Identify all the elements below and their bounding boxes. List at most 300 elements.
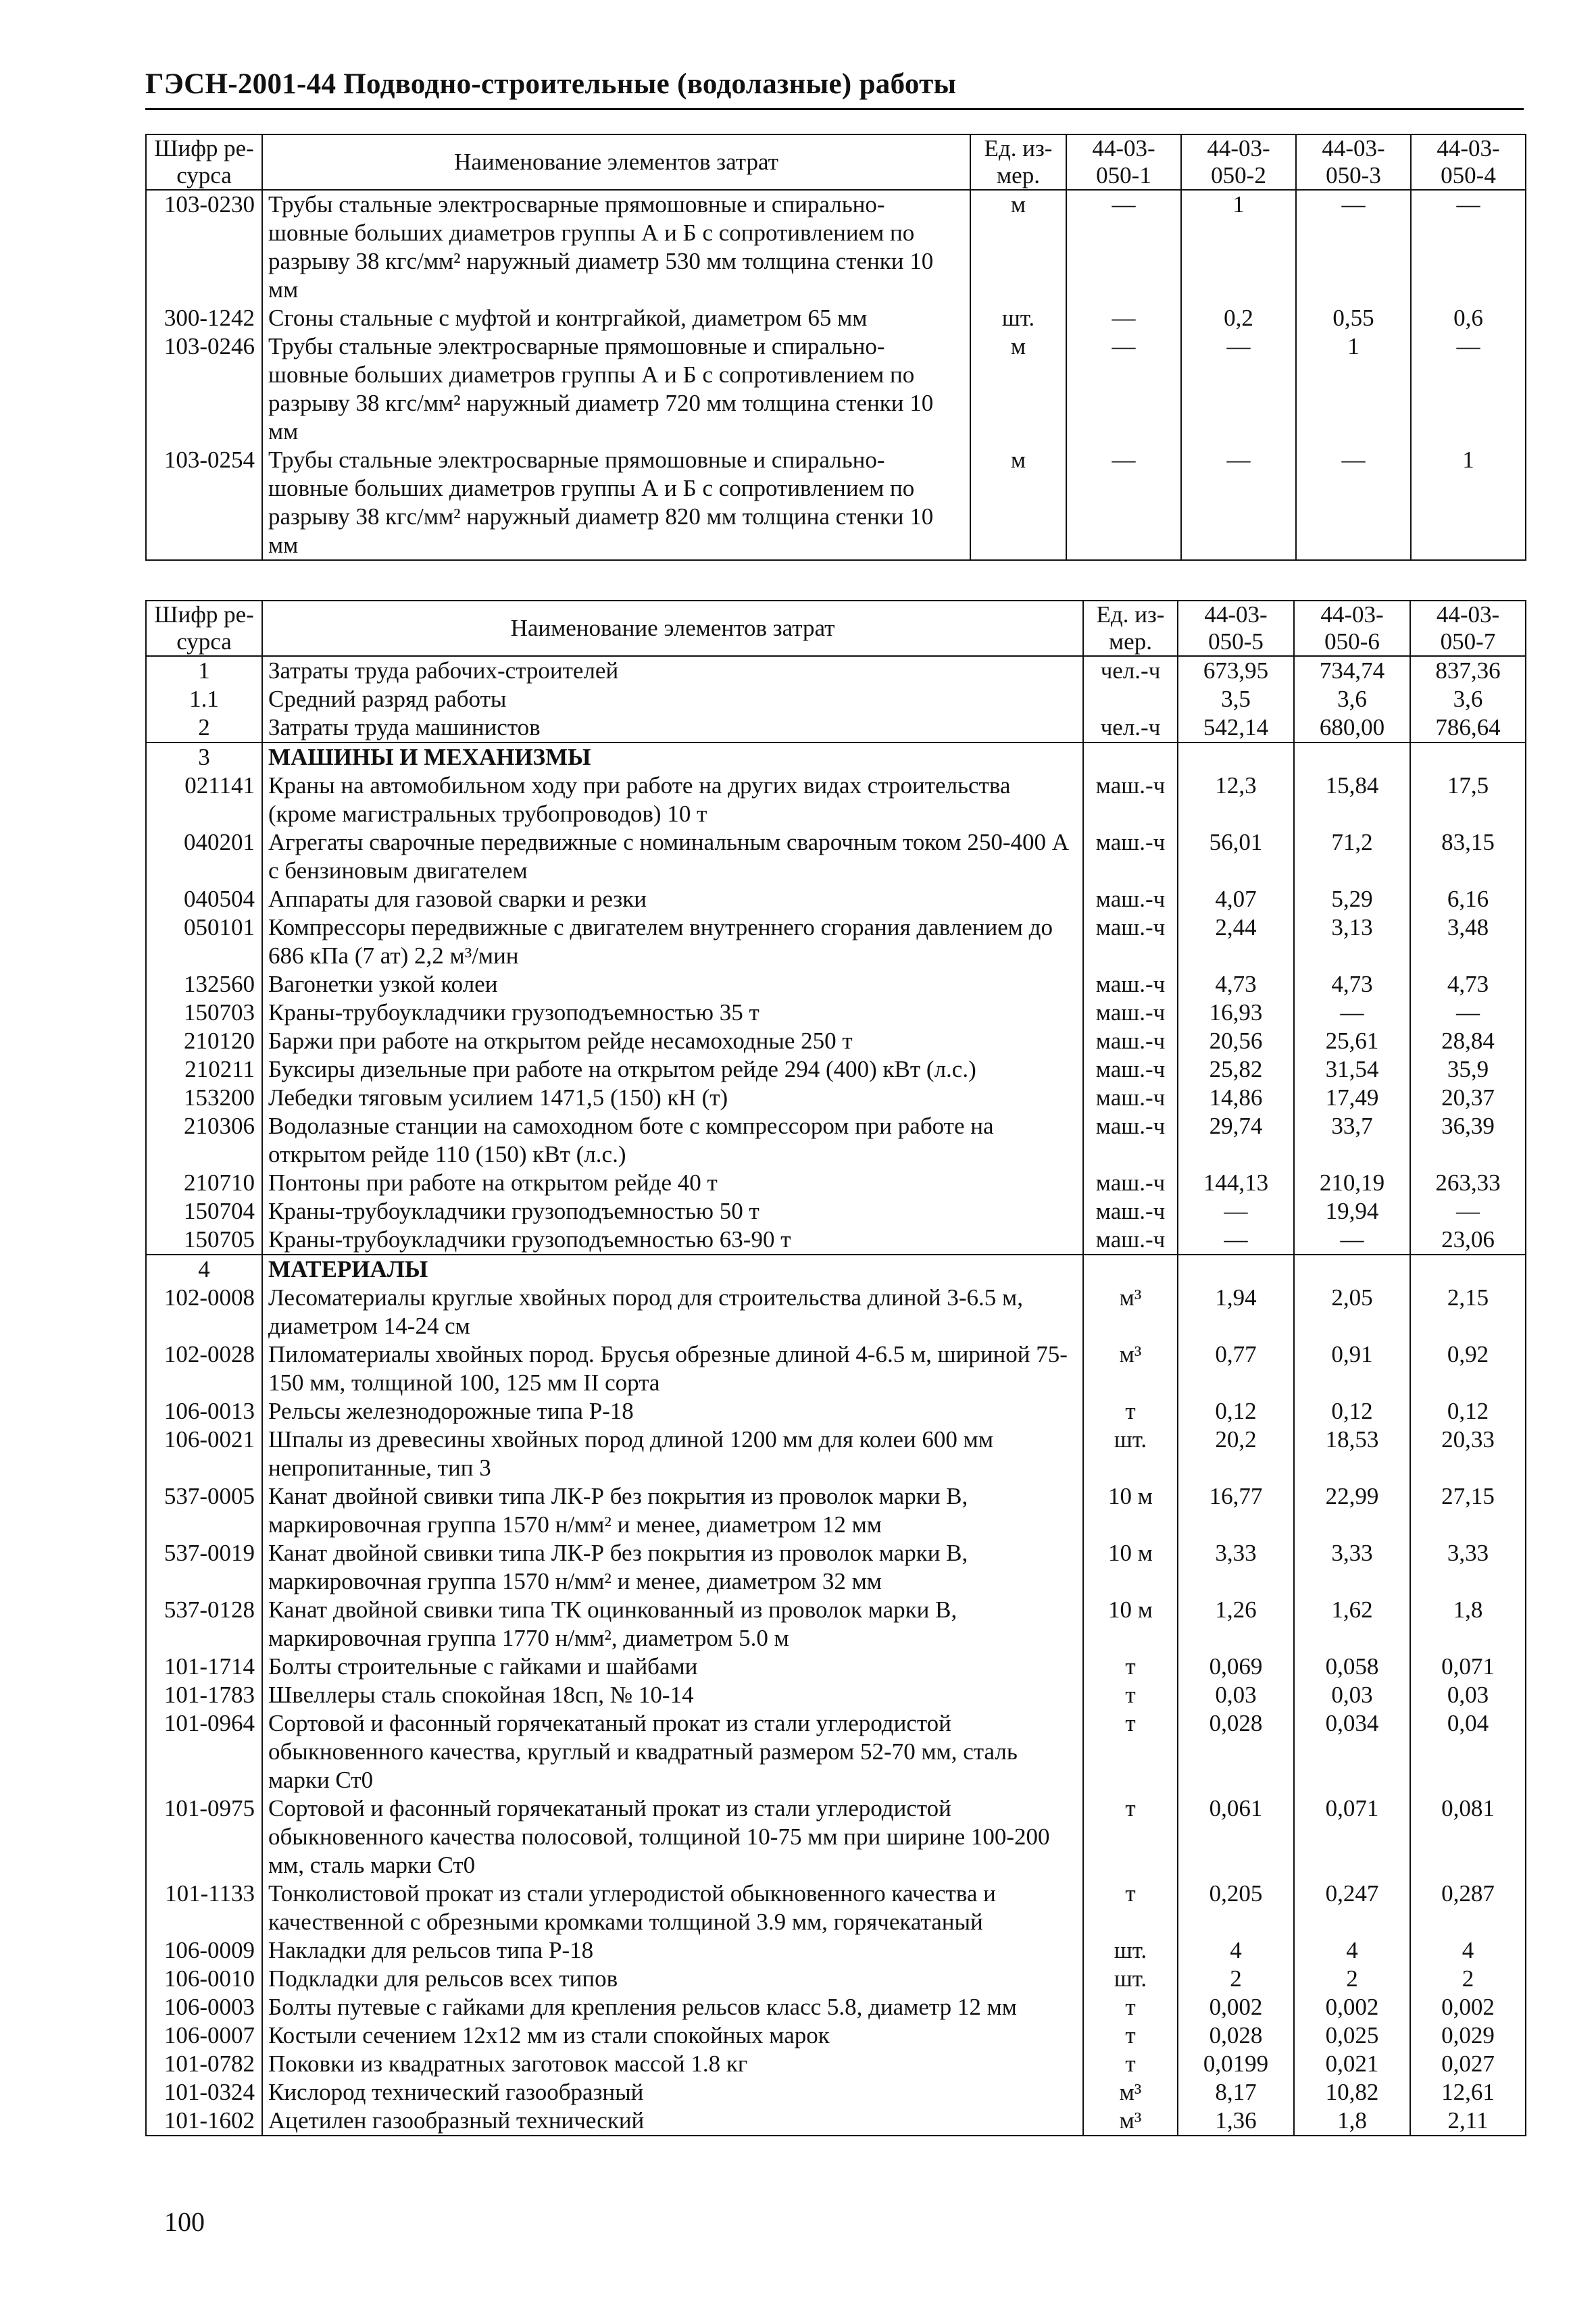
resource-name-cell: Подкладки для рельсов всех типов xyxy=(262,1965,1083,1993)
resource-code-cell: 210120 xyxy=(146,1027,262,1055)
value-cell-1: 673,95 xyxy=(1178,656,1294,685)
value-cell-3: 1 xyxy=(1296,332,1411,446)
value-cell-3: 0,081 xyxy=(1410,1794,1526,1880)
value-cell-3: 0,002 xyxy=(1410,1993,1526,2021)
value-cell-2: 734,74 xyxy=(1294,656,1410,685)
value-cell-3: 12,61 xyxy=(1410,2078,1526,2107)
value-cell-3: 36,39 xyxy=(1410,1112,1526,1169)
value-cell-2: — xyxy=(1181,332,1296,446)
unit-cell: т xyxy=(1083,1681,1178,1709)
value-cell-3: 3,48 xyxy=(1410,913,1526,970)
value-cell-1: 20,56 xyxy=(1178,1027,1294,1055)
header-col-5: 44-03-050-5 xyxy=(1178,601,1294,656)
resource-code-cell: 210211 xyxy=(146,1055,262,1084)
value-cell-2: 0,2 xyxy=(1181,304,1296,332)
value-cell-1: 2,44 xyxy=(1178,913,1294,970)
value-cell-2: 25,61 xyxy=(1294,1027,1410,1055)
resource-name-cell: Кислород технический газообразный xyxy=(262,2078,1083,2107)
value-cell-3: 0,12 xyxy=(1410,1397,1526,1426)
table-row xyxy=(146,1340,1526,1397)
value-cell-2: 210,19 xyxy=(1294,1169,1410,1197)
resource-name-cell: Сортовой и фасонный горячекатаный прокат из стали углеродистой обыкновенного качества, круглый и квадратный размером 52-70 мм, сталь марки Ст0 xyxy=(262,1709,1083,1794)
value-cell-2 xyxy=(1294,1255,1410,1284)
value-cell-2: — xyxy=(1181,446,1296,560)
header-code: Шифр ре-сурса xyxy=(146,134,262,190)
table-row xyxy=(146,1709,1526,1794)
table-row xyxy=(146,1880,1526,1936)
resource-code-cell: 101-0964 xyxy=(146,1709,262,1794)
unit-cell: маш.-ч xyxy=(1083,772,1178,828)
resource-name-cell: Накладки для рельсов типа Р-18 xyxy=(262,1936,1083,1965)
value-cell-3: 0,029 xyxy=(1410,2021,1526,2050)
table-row xyxy=(146,1993,1526,2021)
value-cell-3: 6,16 xyxy=(1410,885,1526,913)
table-row xyxy=(146,913,1526,970)
resource-code-cell: 106-0003 xyxy=(146,1993,262,2021)
resource-name-cell: Пиломатериалы хвойных пород. Брусья обрезные длиной 4-6.5 м, шириной 75-150 мм, толщиной 100, 125 мм II сорта xyxy=(262,1340,1083,1397)
header-unit: Ед. из-мер. xyxy=(970,134,1066,190)
value-cell-2: 22,99 xyxy=(1294,1482,1410,1539)
resource-name-cell: Лебедки тяговым усилием 1471,5 (150) кН (т) xyxy=(262,1084,1083,1112)
unit-cell: шт. xyxy=(1083,1426,1178,1482)
value-cell-2: 18,53 xyxy=(1294,1426,1410,1482)
value-cell-2: 0,034 xyxy=(1294,1709,1410,1794)
table-row xyxy=(146,885,1526,913)
table-row xyxy=(146,2107,1526,2136)
resource-code-cell: 106-0007 xyxy=(146,2021,262,2050)
resource-name-cell: Средний разряд работы xyxy=(262,685,1083,713)
unit-cell: маш.-ч xyxy=(1083,999,1178,1027)
resource-code-cell: 4 xyxy=(146,1255,262,1284)
value-cell-3: 837,36 xyxy=(1410,656,1526,685)
resource-code-cell: 106-0013 xyxy=(146,1397,262,1426)
value-cell-3: 23,06 xyxy=(1410,1226,1526,1255)
value-cell-3: 35,9 xyxy=(1410,1055,1526,1084)
unit-cell: маш.-ч xyxy=(1083,1055,1178,1084)
resource-name-cell: Буксиры дизельные при работе на открытом рейде 294 (400) кВт (л.с.) xyxy=(262,1055,1083,1084)
value-cell-1 xyxy=(1178,1255,1294,1284)
resource-code-cell: 102-0008 xyxy=(146,1284,262,1340)
table-row xyxy=(146,446,1526,560)
value-cell-3: 20,37 xyxy=(1410,1084,1526,1112)
unit-cell: т xyxy=(1083,1880,1178,1936)
unit-cell: маш.-ч xyxy=(1083,885,1178,913)
value-cell-3: 0,04 xyxy=(1410,1709,1526,1794)
value-cell-3: 0,027 xyxy=(1410,2050,1526,2078)
table-row xyxy=(146,970,1526,999)
table-row xyxy=(146,304,1526,332)
value-cell-2: 33,7 xyxy=(1294,1112,1410,1169)
page-header-title: ГЭСН-2001-44 Подводно-строительные (водолазные) работы xyxy=(145,68,957,100)
unit-cell: чел.-ч xyxy=(1083,656,1178,685)
value-cell-3: 20,33 xyxy=(1410,1426,1526,1482)
unit-cell: маш.-ч xyxy=(1083,1112,1178,1169)
table2-header-row xyxy=(146,601,1526,656)
header-col-2: 44-03-050-2 xyxy=(1181,134,1296,190)
resource-code-cell: 021141 xyxy=(146,772,262,828)
resource-code-cell: 101-1783 xyxy=(146,1681,262,1709)
resource-name-cell: Костыли сечением 12х12 мм из стали спокойных марок xyxy=(262,2021,1083,2050)
unit-cell: т xyxy=(1083,1397,1178,1426)
value-cell-1: 56,01 xyxy=(1178,828,1294,885)
value-cell-3: — xyxy=(1410,1197,1526,1226)
value-cell-3: 786,64 xyxy=(1410,713,1526,743)
unit-cell: маш.-ч xyxy=(1083,913,1178,970)
table-row xyxy=(146,828,1526,885)
value-cell-2: 0,12 xyxy=(1294,1397,1410,1426)
value-cell-2: 4 xyxy=(1294,1936,1410,1965)
value-cell-1: 4 xyxy=(1178,1936,1294,1965)
unit-cell xyxy=(1083,743,1178,772)
unit-cell: маш.-ч xyxy=(1083,1027,1178,1055)
resource-code-cell: 2 xyxy=(146,713,262,743)
value-cell-4: 0,6 xyxy=(1411,304,1526,332)
resource-code-cell: 101-1602 xyxy=(146,2107,262,2136)
value-cell-1: 0,0199 xyxy=(1178,2050,1294,2078)
table-row xyxy=(146,772,1526,828)
header-code: Шифр ре-сурса xyxy=(146,601,262,656)
table-row xyxy=(146,1539,1526,1596)
resource-code-cell: 132560 xyxy=(146,970,262,999)
value-cell-3: 0,92 xyxy=(1410,1340,1526,1397)
table-row xyxy=(146,1653,1526,1681)
value-cell-1: 0,77 xyxy=(1178,1340,1294,1397)
resource-code-cell: 210710 xyxy=(146,1169,262,1197)
value-cell-2: 680,00 xyxy=(1294,713,1410,743)
resource-code-cell: 1 xyxy=(146,656,262,685)
unit-cell xyxy=(1083,685,1178,713)
unit-cell: маш.-ч xyxy=(1083,828,1178,885)
table-row xyxy=(146,1965,1526,1993)
unit-cell: маш.-ч xyxy=(1083,1084,1178,1112)
table-row xyxy=(146,1055,1526,1084)
table-row xyxy=(146,1936,1526,1965)
resource-name-cell: Болты строительные с гайками и шайбами xyxy=(262,1653,1083,1681)
table-row xyxy=(146,1112,1526,1169)
unit-cell: 10 м xyxy=(1083,1539,1178,1596)
unit-cell: м³ xyxy=(1083,1284,1178,1340)
value-cell-2: 4,73 xyxy=(1294,970,1410,999)
value-cell-2: 31,54 xyxy=(1294,1055,1410,1084)
unit-cell: м³ xyxy=(1083,1340,1178,1397)
resource-name-cell: Канат двойной свивки типа ЛК-Р без покрытия из проволок марки В, маркировочная группа 1570 н/мм² и менее, диаметром 12 мм xyxy=(262,1482,1083,1539)
value-cell-2: 0,021 xyxy=(1294,2050,1410,2078)
table-row xyxy=(146,1426,1526,1482)
value-cell-3: 1,8 xyxy=(1410,1596,1526,1653)
resource-name-cell: МАТЕРИАЛЫ xyxy=(262,1255,1083,1284)
unit-cell xyxy=(1083,1255,1178,1284)
resource-code-cell: 040201 xyxy=(146,828,262,885)
value-cell-1: 0,028 xyxy=(1178,2021,1294,2050)
resource-name-cell: Трубы стальные электросварные прямошовные и спирально-шовные больших диаметров группы А и Б с сопротивлением по разрыву 38 кгс/мм² наружный диаметр 720 мм толщина стенки 10 мм xyxy=(262,332,970,446)
value-cell-1: — xyxy=(1178,1197,1294,1226)
value-cell-2: — xyxy=(1294,1226,1410,1255)
resource-name-cell: МАШИНЫ И МЕХАНИЗМЫ xyxy=(262,743,1083,772)
resource-name-cell: Трубы стальные электросварные прямошовные и спирально-шовные больших диаметров группы А и Б с сопротивлением по разрыву 38 кгс/мм² наружный диаметр 820 мм толщина стенки 10 мм xyxy=(262,446,970,560)
table-row xyxy=(146,2021,1526,2050)
value-cell-1: 12,3 xyxy=(1178,772,1294,828)
value-cell-1: 8,17 xyxy=(1178,2078,1294,2107)
value-cell-2: 0,03 xyxy=(1294,1681,1410,1709)
header-name: Наименование элементов затрат xyxy=(262,601,1083,656)
value-cell-3: 0,071 xyxy=(1410,1653,1526,1681)
value-cell-1: 16,77 xyxy=(1178,1482,1294,1539)
unit-cell: м xyxy=(970,446,1066,560)
value-cell-1: — xyxy=(1178,1226,1294,1255)
table-row xyxy=(146,656,1526,685)
resource-name-cell: Лесоматериалы круглые хвойных пород для строительства длиной 3-6.5 м, диаметром 14-24 см xyxy=(262,1284,1083,1340)
table-row xyxy=(146,685,1526,713)
resource-name-cell: Краны-трубоукладчики грузоподъемностью 50 т xyxy=(262,1197,1083,1226)
header-col-6: 44-03-050-6 xyxy=(1294,601,1410,656)
resource-table-1 xyxy=(145,134,1526,561)
table-row xyxy=(146,1169,1526,1197)
resource-name-cell: Поковки из квадратных заготовок массой 1.8 кг xyxy=(262,2050,1083,2078)
resource-name-cell: Краны-трубоукладчики грузоподъемностью 35 т xyxy=(262,999,1083,1027)
table2-body xyxy=(146,656,1526,2136)
table-row xyxy=(146,1482,1526,1539)
resource-name-cell: Водолазные станции на самоходном боте с компрессором при работе на открытом рейде 110 (150) кВт (л.с.) xyxy=(262,1112,1083,1169)
resource-code-cell: 150704 xyxy=(146,1197,262,1226)
table-row xyxy=(146,1027,1526,1055)
value-cell-2 xyxy=(1294,743,1410,772)
resource-code-cell: 106-0021 xyxy=(146,1426,262,1482)
unit-cell: т xyxy=(1083,2050,1178,2078)
value-cell-3: 2,15 xyxy=(1410,1284,1526,1340)
unit-cell: м xyxy=(970,332,1066,446)
resource-code-cell: 537-0128 xyxy=(146,1596,262,1653)
resource-name-cell: Вагонетки узкой колеи xyxy=(262,970,1083,999)
unit-cell: маш.-ч xyxy=(1083,1197,1178,1226)
resource-code-cell: 300-1242 xyxy=(146,304,262,332)
resource-table-2 xyxy=(145,600,1526,2136)
value-cell-3: 28,84 xyxy=(1410,1027,1526,1055)
value-cell-3: 3,33 xyxy=(1410,1539,1526,1596)
value-cell-2: 1 xyxy=(1181,190,1296,304)
value-cell-3: 83,15 xyxy=(1410,828,1526,885)
resource-name-cell: Канат двойной свивки типа ЛК-Р без покрытия из проволок марки В, маркировочная группа 1570 н/мм² и менее, диаметром 32 мм xyxy=(262,1539,1083,1596)
value-cell-2: 71,2 xyxy=(1294,828,1410,885)
resource-code-cell: 040504 xyxy=(146,885,262,913)
resource-code-cell: 1.1 xyxy=(146,685,262,713)
resource-name-cell: Швеллеры сталь спокойная 18сп, № 10-14 xyxy=(262,1681,1083,1709)
value-cell-1: 144,13 xyxy=(1178,1169,1294,1197)
resource-name-cell: Понтоны при работе на открытом рейде 40 т xyxy=(262,1169,1083,1197)
value-cell-2: 0,058 xyxy=(1294,1653,1410,1681)
resource-code-cell: 050101 xyxy=(146,913,262,970)
value-cell-2: 0,025 xyxy=(1294,2021,1410,2050)
table-row xyxy=(146,1596,1526,1653)
value-cell-3: 17,5 xyxy=(1410,772,1526,828)
value-cell-1: 25,82 xyxy=(1178,1055,1294,1084)
resource-code-cell: 103-0230 xyxy=(146,190,262,304)
resource-code-cell: 153200 xyxy=(146,1084,262,1112)
value-cell-2: 3,6 xyxy=(1294,685,1410,713)
value-cell-1: 3,5 xyxy=(1178,685,1294,713)
resource-code-cell: 101-0324 xyxy=(146,2078,262,2107)
table-row xyxy=(146,1681,1526,1709)
unit-cell: т xyxy=(1083,1709,1178,1794)
resource-code-cell: 537-0005 xyxy=(146,1482,262,1539)
resource-code-cell: 103-0246 xyxy=(146,332,262,446)
resource-code-cell: 537-0019 xyxy=(146,1539,262,1596)
value-cell-2: 15,84 xyxy=(1294,772,1410,828)
unit-cell: шт. xyxy=(1083,1936,1178,1965)
unit-cell: маш.-ч xyxy=(1083,970,1178,999)
resource-code-cell: 106-0009 xyxy=(146,1936,262,1965)
value-cell-4: 1 xyxy=(1411,446,1526,560)
resource-name-cell: Затраты труда рабочих-строителей xyxy=(262,656,1083,685)
header-name: Наименование элементов затрат xyxy=(262,134,970,190)
value-cell-3: 263,33 xyxy=(1410,1169,1526,1197)
page-number: 100 xyxy=(164,2207,205,2237)
value-cell-2: 17,49 xyxy=(1294,1084,1410,1112)
unit-cell: 10 м xyxy=(1083,1596,1178,1653)
resource-code-cell: 210306 xyxy=(146,1112,262,1169)
value-cell-1: 16,93 xyxy=(1178,999,1294,1027)
resource-name-cell: Тонколистовой прокат из стали углеродистой обыкновенного качества и качественной с обрезными кромками толщиной 3.9 мм, горячекатаный xyxy=(262,1880,1083,1936)
resource-code-cell: 101-0782 xyxy=(146,2050,262,2078)
value-cell-1: 1,94 xyxy=(1178,1284,1294,1340)
unit-cell: маш.-ч xyxy=(1083,1169,1178,1197)
value-cell-1: — xyxy=(1066,332,1181,446)
value-cell-4: — xyxy=(1411,332,1526,446)
resource-name-cell: Рельсы железнодорожные типа Р-18 xyxy=(262,1397,1083,1426)
value-cell-3: 0,03 xyxy=(1410,1681,1526,1709)
resource-name-cell: Ацетилен газообразный технический xyxy=(262,2107,1083,2136)
value-cell-1: 1,26 xyxy=(1178,1596,1294,1653)
unit-cell: шт. xyxy=(970,304,1066,332)
header-col-7: 44-03-050-7 xyxy=(1410,601,1526,656)
value-cell-3: 3,6 xyxy=(1410,685,1526,713)
resource-name-cell: Канат двойной свивки типа ТК оцинкованный из проволок марки В, маркировочная группа 1770 н/мм², диаметром 5.0 м xyxy=(262,1596,1083,1653)
value-cell-1: 0,069 xyxy=(1178,1653,1294,1681)
value-cell-1: — xyxy=(1066,304,1181,332)
unit-cell: т xyxy=(1083,2021,1178,2050)
value-cell-1: 0,061 xyxy=(1178,1794,1294,1880)
value-cell-1: 29,74 xyxy=(1178,1112,1294,1169)
table-row xyxy=(146,332,1526,446)
table-row xyxy=(146,2078,1526,2107)
unit-cell: т xyxy=(1083,1653,1178,1681)
header-col-1: 44-03-050-1 xyxy=(1066,134,1181,190)
section-row xyxy=(146,1255,1526,1284)
value-cell-1: 2 xyxy=(1178,1965,1294,1993)
value-cell-2: 0,071 xyxy=(1294,1794,1410,1880)
value-cell-3: — xyxy=(1296,446,1411,560)
resource-name-cell: Сгоны стальные с муфтой и контргайкой, диаметром 65 мм xyxy=(262,304,970,332)
table-row xyxy=(146,190,1526,304)
value-cell-3: — xyxy=(1410,999,1526,1027)
value-cell-2: 0,91 xyxy=(1294,1340,1410,1397)
section-row xyxy=(146,743,1526,772)
unit-cell: т xyxy=(1083,1993,1178,2021)
resource-code-cell: 101-1714 xyxy=(146,1653,262,1681)
value-cell-2: 3,13 xyxy=(1294,913,1410,970)
table-row xyxy=(146,999,1526,1027)
resource-name-cell: Аппараты для газовой сварки и резки xyxy=(262,885,1083,913)
value-cell-2: 1,62 xyxy=(1294,1596,1410,1653)
resource-name-cell: Болты путевые с гайками для крепления рельсов класс 5.8, диаметр 12 мм xyxy=(262,1993,1083,2021)
value-cell-3: 2,11 xyxy=(1410,2107,1526,2136)
value-cell-3: 4 xyxy=(1410,1936,1526,1965)
resource-name-cell: Трубы стальные электросварные прямошовные и спирально-шовные больших диаметров группы А и Б с сопротивлением по разрыву 38 кгс/мм² наружный диаметр 530 мм толщина стенки 10 мм xyxy=(262,190,970,304)
table1-header-row xyxy=(146,134,1526,190)
resource-name-cell: Компрессоры передвижные с двигателем внутреннего сгорания давлением до 686 кПа (7 ат) 2,2 м³/мин xyxy=(262,913,1083,970)
resource-code-cell: 150703 xyxy=(146,999,262,1027)
value-cell-1: 3,33 xyxy=(1178,1539,1294,1596)
value-cell-2: 0,247 xyxy=(1294,1880,1410,1936)
unit-cell: м³ xyxy=(1083,2107,1178,2136)
header-col-3: 44-03-050-3 xyxy=(1296,134,1411,190)
value-cell-3: 0,55 xyxy=(1296,304,1411,332)
value-cell-1: 542,14 xyxy=(1178,713,1294,743)
value-cell-4: — xyxy=(1411,190,1526,304)
value-cell-1: 0,12 xyxy=(1178,1397,1294,1426)
unit-cell: м xyxy=(970,190,1066,304)
value-cell-2: 5,29 xyxy=(1294,885,1410,913)
value-cell-1: 14,86 xyxy=(1178,1084,1294,1112)
table-row xyxy=(146,1084,1526,1112)
resource-code-cell: 101-1133 xyxy=(146,1880,262,1936)
resource-code-cell: 102-0028 xyxy=(146,1340,262,1397)
resource-name-cell: Сортовой и фасонный горячекатаный прокат из стали углеродистой обыкновенного качества полосовой, толщиной 10-75 мм при ширине 100-200 мм, сталь марки Ст0 xyxy=(262,1794,1083,1880)
value-cell-3 xyxy=(1410,743,1526,772)
table-row xyxy=(146,1284,1526,1340)
resource-name-cell: Агрегаты сварочные передвижные с номинальным сварочным током 250-400 А с бензиновым двигателем xyxy=(262,828,1083,885)
value-cell-1: 0,03 xyxy=(1178,1681,1294,1709)
table-row xyxy=(146,1397,1526,1426)
unit-cell: т xyxy=(1083,1794,1178,1880)
table-row xyxy=(146,2050,1526,2078)
table-row xyxy=(146,1226,1526,1255)
value-cell-3: 27,15 xyxy=(1410,1482,1526,1539)
value-cell-1: — xyxy=(1066,190,1181,304)
unit-cell: 10 м xyxy=(1083,1482,1178,1539)
value-cell-2: — xyxy=(1294,999,1410,1027)
header-col-4: 44-03-050-4 xyxy=(1411,134,1526,190)
unit-cell: маш.-ч xyxy=(1083,1226,1178,1255)
value-cell-2: 2,05 xyxy=(1294,1284,1410,1340)
value-cell-1: 4,07 xyxy=(1178,885,1294,913)
resource-name-cell: Краны-трубоукладчики грузоподъемностью 63-90 т xyxy=(262,1226,1083,1255)
header-rule xyxy=(145,108,1524,110)
value-cell-3: 4,73 xyxy=(1410,970,1526,999)
table-row xyxy=(146,1794,1526,1880)
resource-code-cell: 103-0254 xyxy=(146,446,262,560)
value-cell-1: 20,2 xyxy=(1178,1426,1294,1482)
resource-code-cell: 106-0010 xyxy=(146,1965,262,1993)
resource-code-cell: 150705 xyxy=(146,1226,262,1255)
value-cell-1: 0,002 xyxy=(1178,1993,1294,2021)
table-row xyxy=(146,1197,1526,1226)
value-cell-1: 4,73 xyxy=(1178,970,1294,999)
unit-cell: шт. xyxy=(1083,1965,1178,1993)
resource-code-cell: 3 xyxy=(146,743,262,772)
value-cell-2: 3,33 xyxy=(1294,1539,1410,1596)
value-cell-1 xyxy=(1178,743,1294,772)
value-cell-2: 1,8 xyxy=(1294,2107,1410,2136)
value-cell-1: — xyxy=(1066,446,1181,560)
value-cell-2: 2 xyxy=(1294,1965,1410,1993)
unit-cell: м³ xyxy=(1083,2078,1178,2107)
unit-cell: чел.-ч xyxy=(1083,713,1178,743)
value-cell-3: 0,287 xyxy=(1410,1880,1526,1936)
table-row xyxy=(146,713,1526,743)
value-cell-2: 0,002 xyxy=(1294,1993,1410,2021)
resource-name-cell: Затраты труда машинистов xyxy=(262,713,1083,743)
value-cell-1: 0,205 xyxy=(1178,1880,1294,1936)
